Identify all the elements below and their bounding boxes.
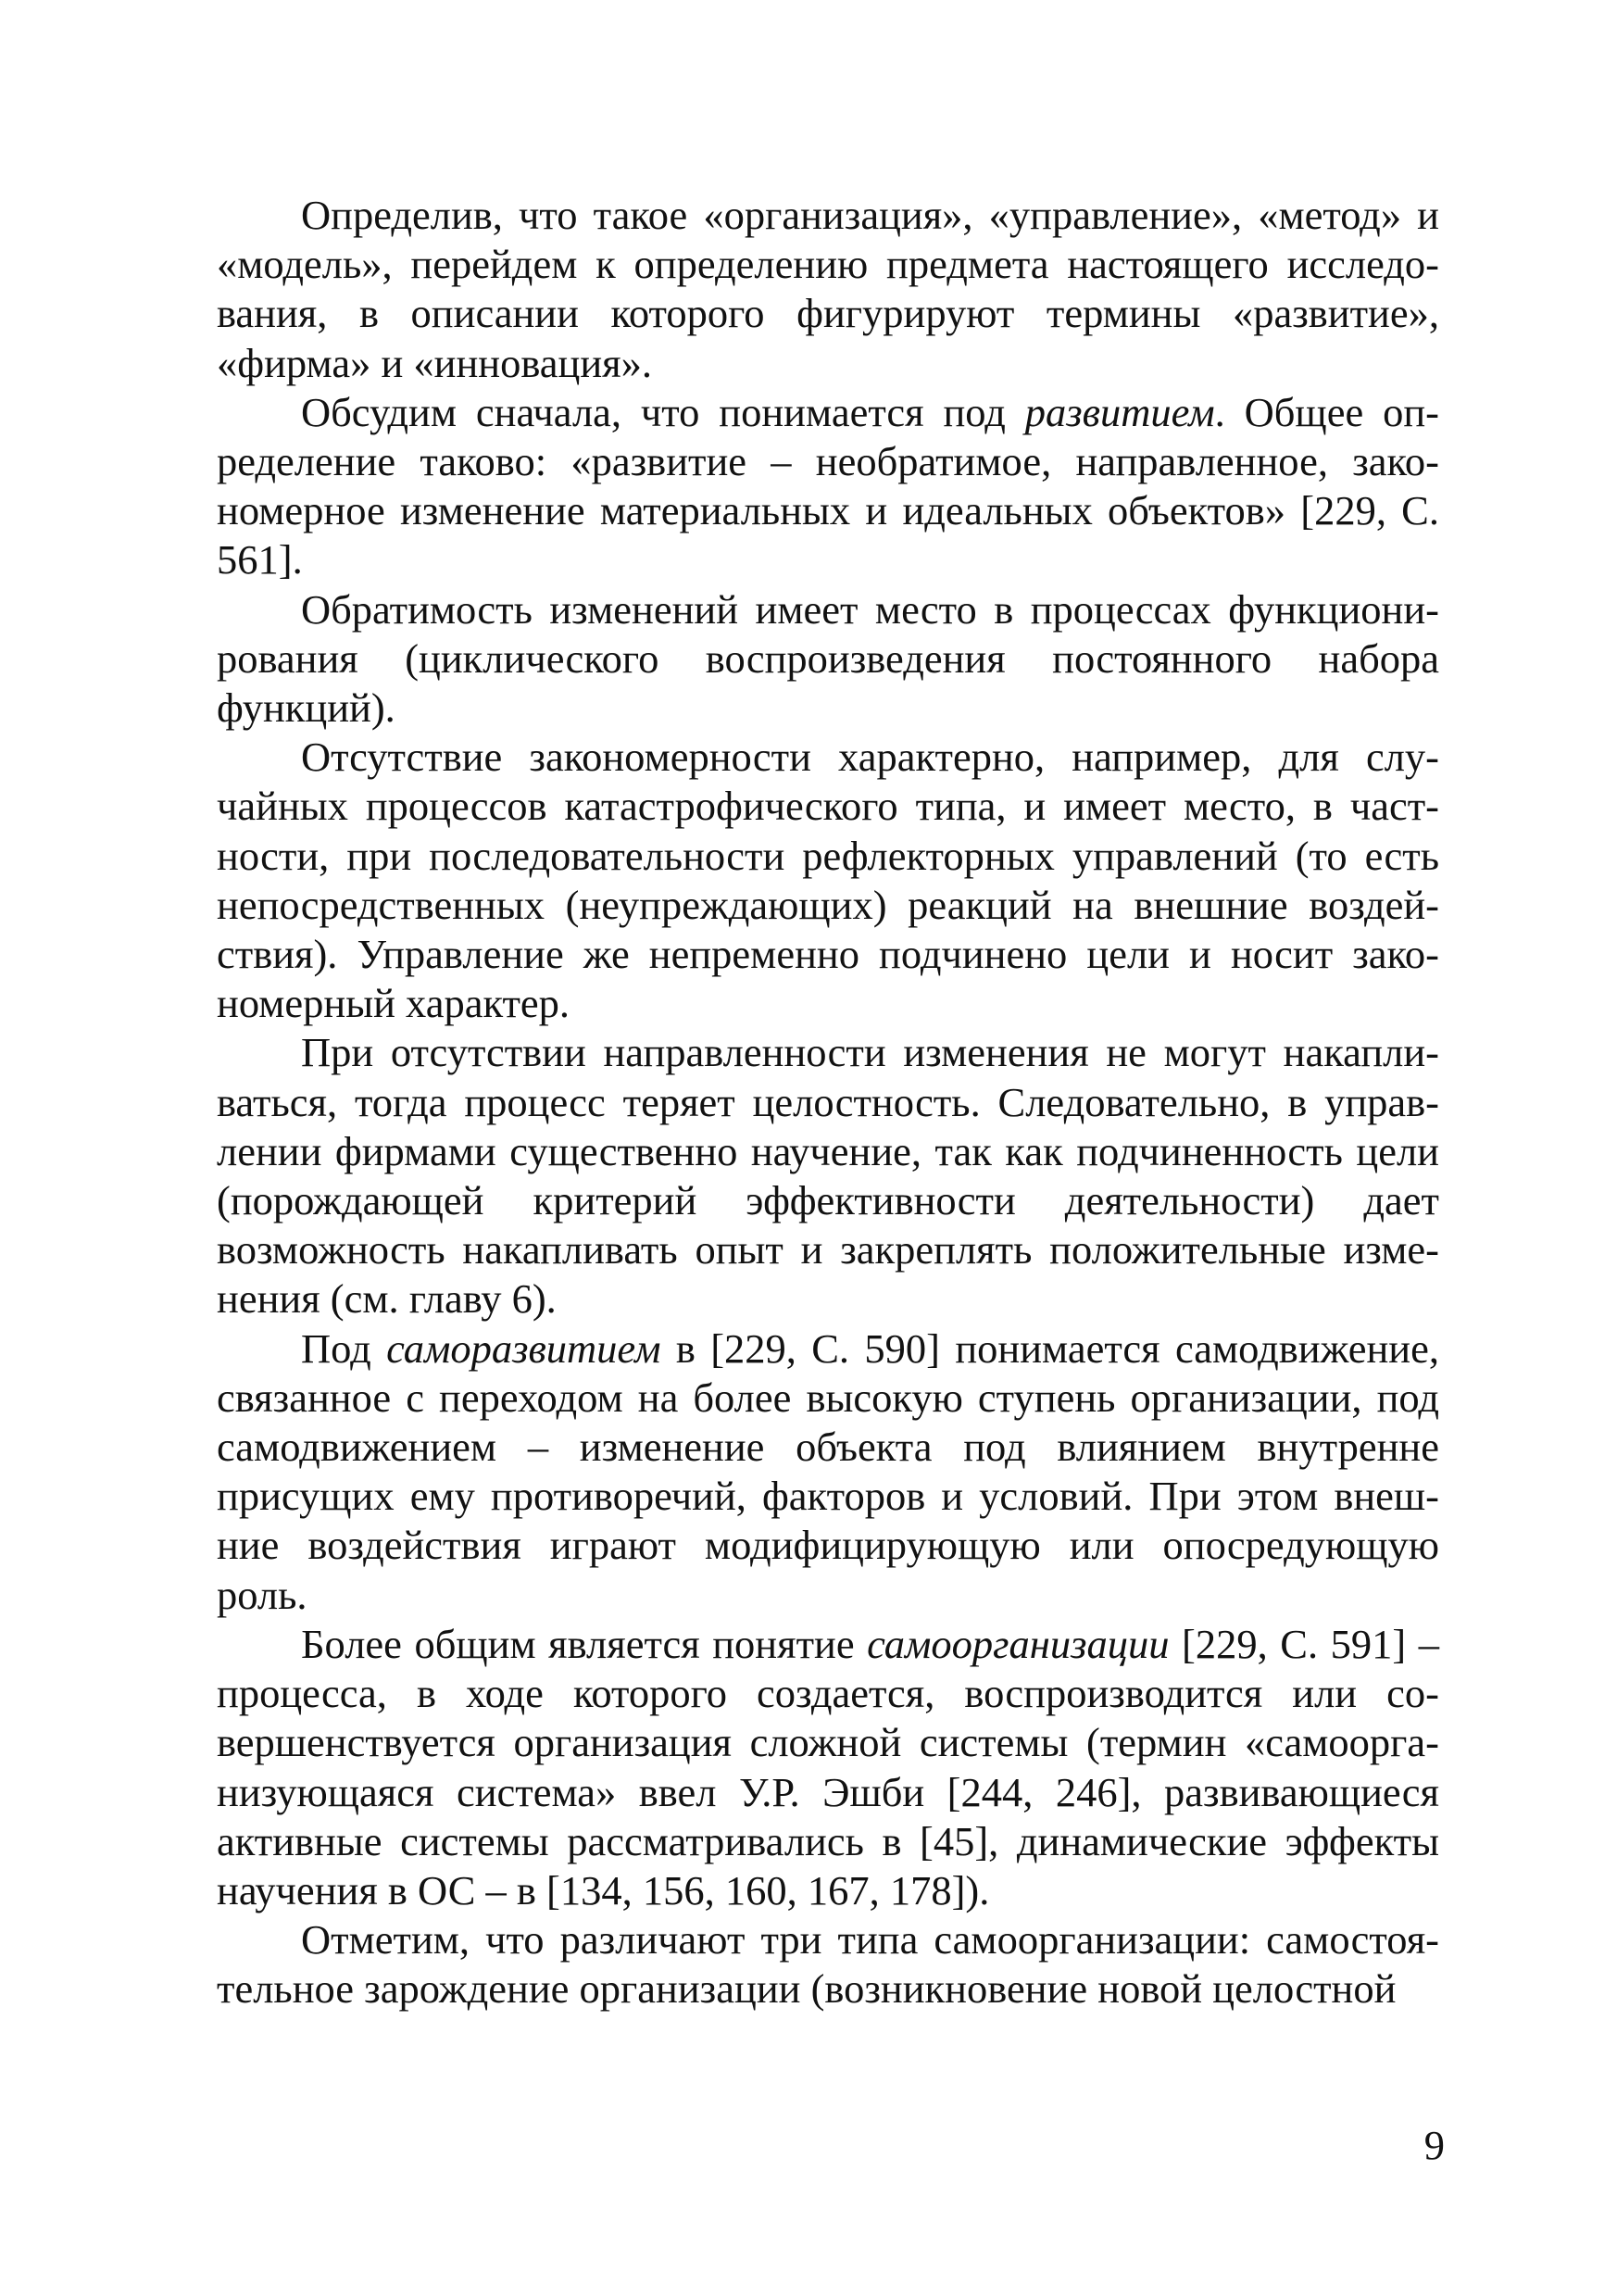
paragraph-1-text: Определив, что такое «организация», «управление», «метод» и «модель», перейдем к определению предмета настоящего исследования, в описании которого фигурируют термины «развитие», «фирма» и «инновация».	[217, 192, 1439, 386]
paragraph-2-text-a: Обсудим сначала, что понимается под	[301, 388, 1025, 435]
paragraph-6	[217, 1324, 1439, 1620]
paragraph-5	[217, 1028, 1439, 1324]
body-text	[217, 191, 1439, 2014]
paragraph-6-text-a: Под	[301, 1324, 387, 1372]
paragraph-7-text-a: Более общим является понятие	[301, 1620, 868, 1667]
paragraph-7	[217, 1620, 1439, 1915]
paragraph-6-text-b: в [229, С. 590] понимается самодвижение, связанное с переходом на более высокую ступень организации, под самодвижением – изменение объекта под влиянием внутренне присущих ему противоречий, факторов и условий. При этом внешние воздействия играют модифицирующую или опосредующую роль.	[217, 1324, 1439, 1618]
term-self-organization: самоорганизации	[867, 1620, 1170, 1667]
term-development: развитием	[1024, 388, 1215, 435]
paragraph-7-text-b: [229, С. 591] – процесса, в ходе которого создается, воспроизводится или совершенствуется организация сложной системы (термин «самоорганизующаяся система» ввел У.Р. Эшби [244, 246], развивающиеся активные системы рассматривались в [45], динамические эффекты научения в ОС – в [134, 156, 160, 167, 178]).	[217, 1620, 1439, 1913]
paragraph-8	[217, 1915, 1439, 2014]
paragraph-2-text-b: . Общее определение таково: «развитие – необратимое, направленное, закономерное изменение материальных и идеальных объектов» [229, С. 561].	[217, 388, 1439, 583]
paragraph-2	[217, 388, 1439, 585]
term-self-development: саморазвитием	[386, 1324, 661, 1372]
paragraph-8-text: Отметим, что различают три типа самоорганизации: самостоятельное зарождение организации (возникновение новой целостной	[217, 1916, 1439, 2013]
paragraph-5-text: При отсутствии направленности изменения не могут накапливаться, тогда процесс теряет целостность. Следовательно, в управлении фирмами существенно научение, так как подчиненность цели (порождающей критерий эффективности деятельности) дает возможность накапливать опыт и закреплять положительные изменения (см. главу 6).	[217, 1029, 1439, 1323]
page-number: 9	[1423, 2122, 1445, 2168]
paragraph-4	[217, 733, 1439, 1028]
paragraph-4-text: Отсутствие закономерности характерно, например, для случайных процессов катастрофического типа, и имеет место, в частности, при последовательности рефлекторных управлений (то есть непосредственных (неупреждающих) реакций на внешние воздействия). Управление же непременно подчинено цели и носит закономерный характер.	[217, 734, 1439, 1027]
paragraph-3	[217, 585, 1439, 734]
paragraph-3-text: Обратимость изменений имеет место в процессах функционирования (циклического воспроизведения постоянного набора функций).	[217, 585, 1439, 732]
paragraph-1	[217, 191, 1439, 388]
